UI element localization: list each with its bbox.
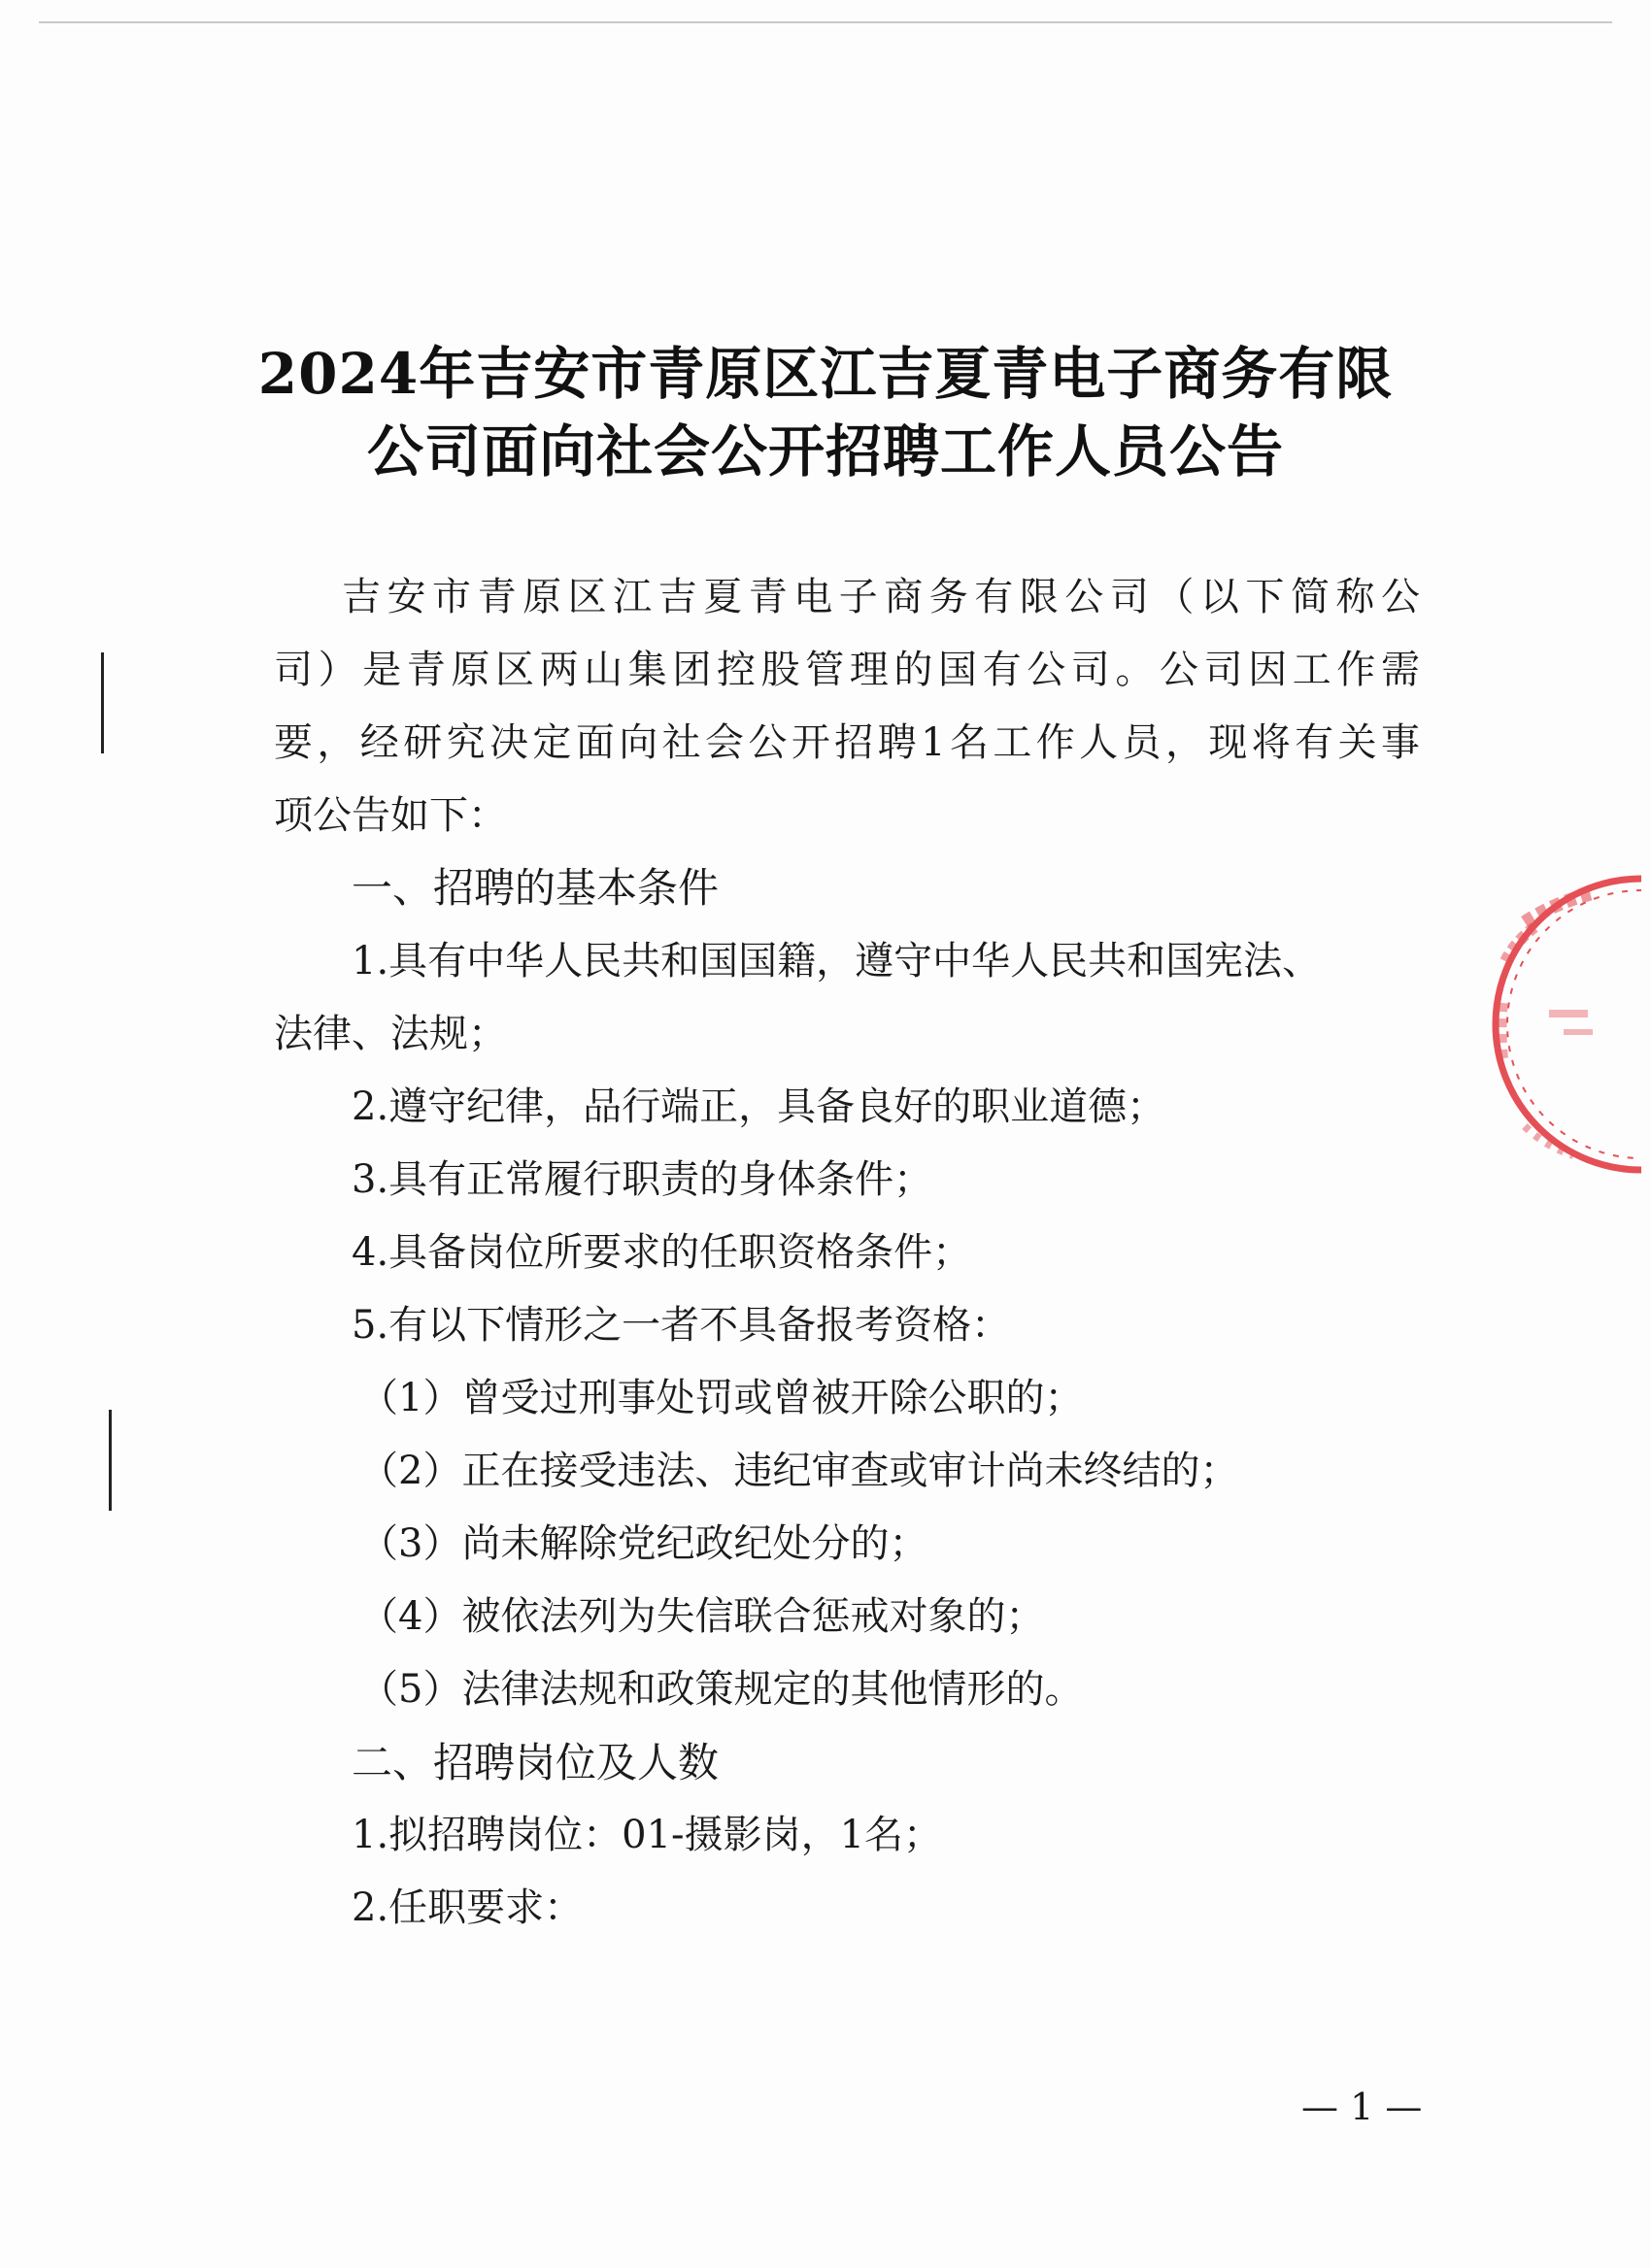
- section-2-item-2: 2.任职要求：: [352, 1885, 584, 1930]
- document-title-line-2: 公司面向社会公开招聘工作人员公告: [366, 418, 1284, 484]
- section-1-sub-1: （1）曾受过刑事处罚或曾被开除公职的；: [359, 1376, 1084, 1420]
- section-1-item-1-line-2: 法律、法规；: [274, 1012, 507, 1056]
- section-1-item-2: 2.遵守纪律，品行端正，具备良好的职业道德；: [352, 1084, 1166, 1129]
- document-title-line-1: 2024年吉安市青原区江吉夏青电子商务有限: [257, 341, 1394, 407]
- section-1-sub-4: （4）被依法列为失信联合惩戒对象的；: [359, 1594, 1045, 1639]
- seal-graphic: [1457, 864, 1641, 1184]
- section-1-item-3: 3.具有正常履行职责的身体条件；: [352, 1157, 933, 1202]
- section-1-sub-3: （3）尚未解除党纪政纪处分的；: [359, 1521, 928, 1566]
- scan-top-edge: [39, 21, 1612, 23]
- section-1-sub-5: （5）法律法规和政策规定的其他情形的。: [359, 1667, 1084, 1712]
- section-1-item-4: 4.具备岗位所要求的任职资格条件；: [352, 1230, 972, 1275]
- intro-line-3: 要，经研究决定面向社会公开招聘1名工作人员，现将有关事: [274, 720, 1420, 765]
- official-seal-stamp: [1457, 864, 1641, 1184]
- section-1-sub-2: （2）正在接受违法、违纪审查或审计尚未终结的；: [359, 1449, 1239, 1493]
- section-1-item-1-line-1: 1.具有中华人民共和国国籍，遵守中华人民共和国宪法、: [352, 939, 1322, 984]
- section-1-item-5: 5.有以下情形之一者不具备报考资格：: [352, 1303, 1011, 1348]
- section-2-item-1: 1.拟招聘岗位：01-摄影岗，1名；: [352, 1813, 943, 1857]
- section-1-heading: 一、招聘的基本条件: [352, 864, 720, 912]
- section-2-heading: 二、招聘岗位及人数: [352, 1739, 720, 1786]
- intro-line-4: 项公告如下：: [274, 793, 507, 838]
- page-number: — 1 —: [1301, 2085, 1423, 2128]
- binding-mark-upper: [101, 652, 104, 753]
- binding-mark-lower: [109, 1410, 112, 1511]
- intro-line-2: 司）是青原区两山集团控股管理的国有公司。公司因工作需: [274, 648, 1420, 692]
- intro-line-1: 吉安市青原区江吉夏青电子商务有限公司（以下简称公: [342, 575, 1420, 619]
